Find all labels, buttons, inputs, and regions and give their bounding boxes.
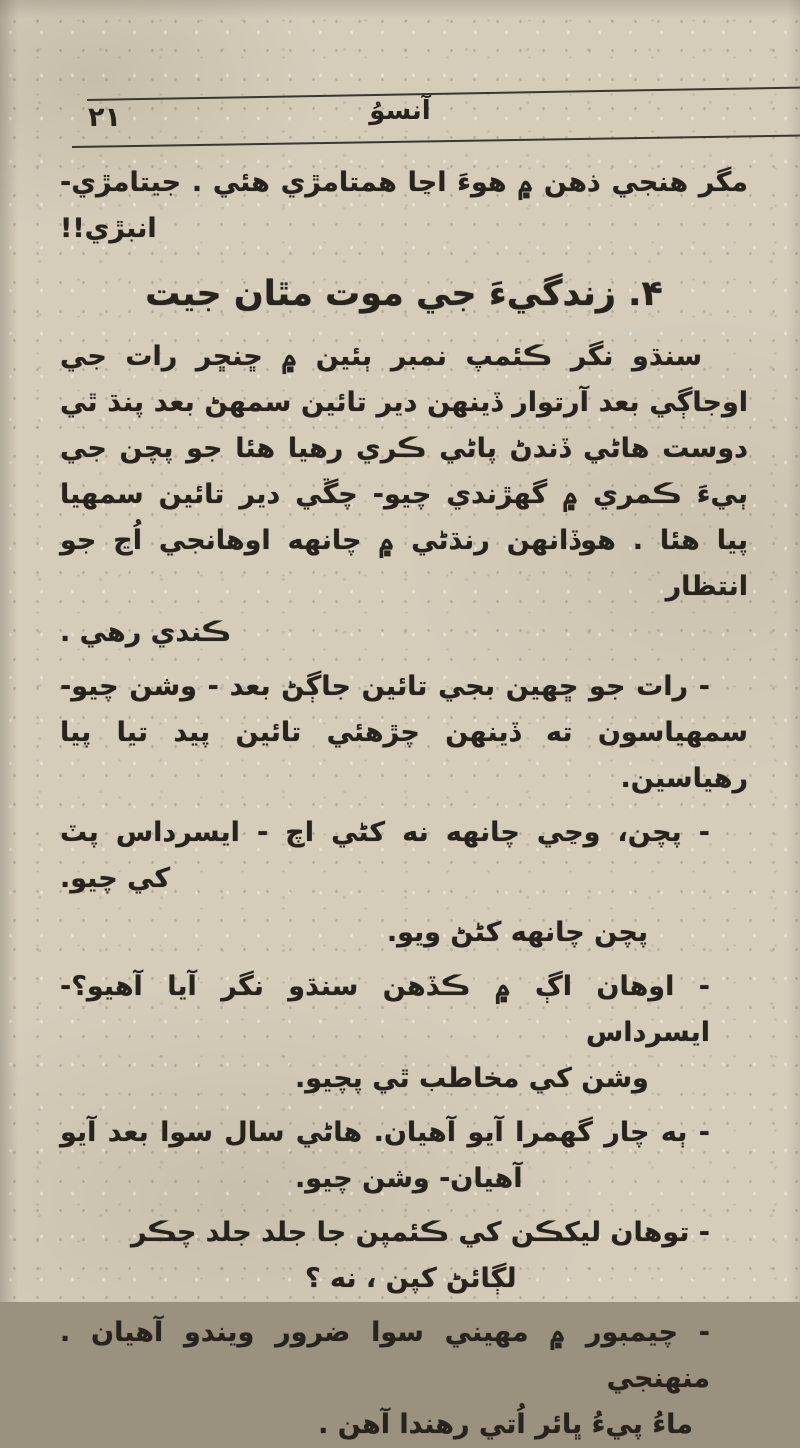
text-line: کي چيو. [60,863,171,894]
page-number: ۲۱ [88,102,121,133]
text-line: ٻيءَ ڪمري ۾ گهڙندي چيو- چڱي دير تائين سمهيا [60,479,748,510]
text-line: دوست هاڻي ڏندڻ پاڻي ڪري رهيا هئا جو پچن جي [60,433,748,464]
text-line: - رات جو ڇهين بجي تائين جاڳڻ بعد - وشن چيو- [60,671,710,702]
text-line: - اوهان اڳ ۾ ڪڏهن سنڌو نگر آيا آهيو؟- ايسرداس [60,971,710,1048]
text-line: پچن چانهه کڻڻ ويو. [386,917,648,948]
text-line: آهيان- وشن چيو. [295,1163,523,1194]
text-line: انبڙي!! [60,213,157,244]
text-line: لڳائڻ کپن ، نه ؟ [305,1263,517,1294]
header-rule-bottom [72,134,800,148]
text-line: وشن کي مخاطب ٿي پچيو. [295,1063,649,1094]
text-line: پيا هئا . هوڏانهن رنڌڻي ۾ چانهه اوهانجي اُڃ جو انتظار [60,525,748,602]
text-line: ڪندي رهي . [60,617,231,648]
text-line: سمهياسون ته ڏينهن چڙهئي تائين پيد تيا پيا رهياسين. [60,717,748,794]
text-line: اوجاڳي بعد آرتوار ڏينهن دير تائين سمهڻ بعد پنڌ ٿي [60,387,748,418]
text-line: - چيمبور ۾ مهيني سوا ضرور ويندو آهيان . منهنجي [60,1317,710,1394]
book-title: آنسوُ [369,96,431,126]
text-line: ماءُ پيءُ ڀائر اُتي رهندا آهن . [318,1409,693,1440]
text-line: مگر هنجي ذهن ۾ هوءَ اڃا همتامڙي هئي . جيتامڙي- [60,167,748,198]
text-line: سنڌو نگر ڪئمپ نمبر ٻئين ۾ ڇنڇر رات جي [60,341,702,372]
text-line: - توهان ليکڪن کي ڪئمپن جا جلد جلد چڪر [131,1217,710,1248]
section-heading: ۴. زندگيءَ جي موت مٿان جيت [145,274,663,314]
text-line: - پچن، وڃي چانهه نه کڻي اچ - ايسرداس پٽ [60,817,710,848]
text-line: - ٻه چار گهمرا آيو آهيان. هاڻي سال سوا بعد آيو [60,1117,710,1148]
page-body [60,160,748,1448]
